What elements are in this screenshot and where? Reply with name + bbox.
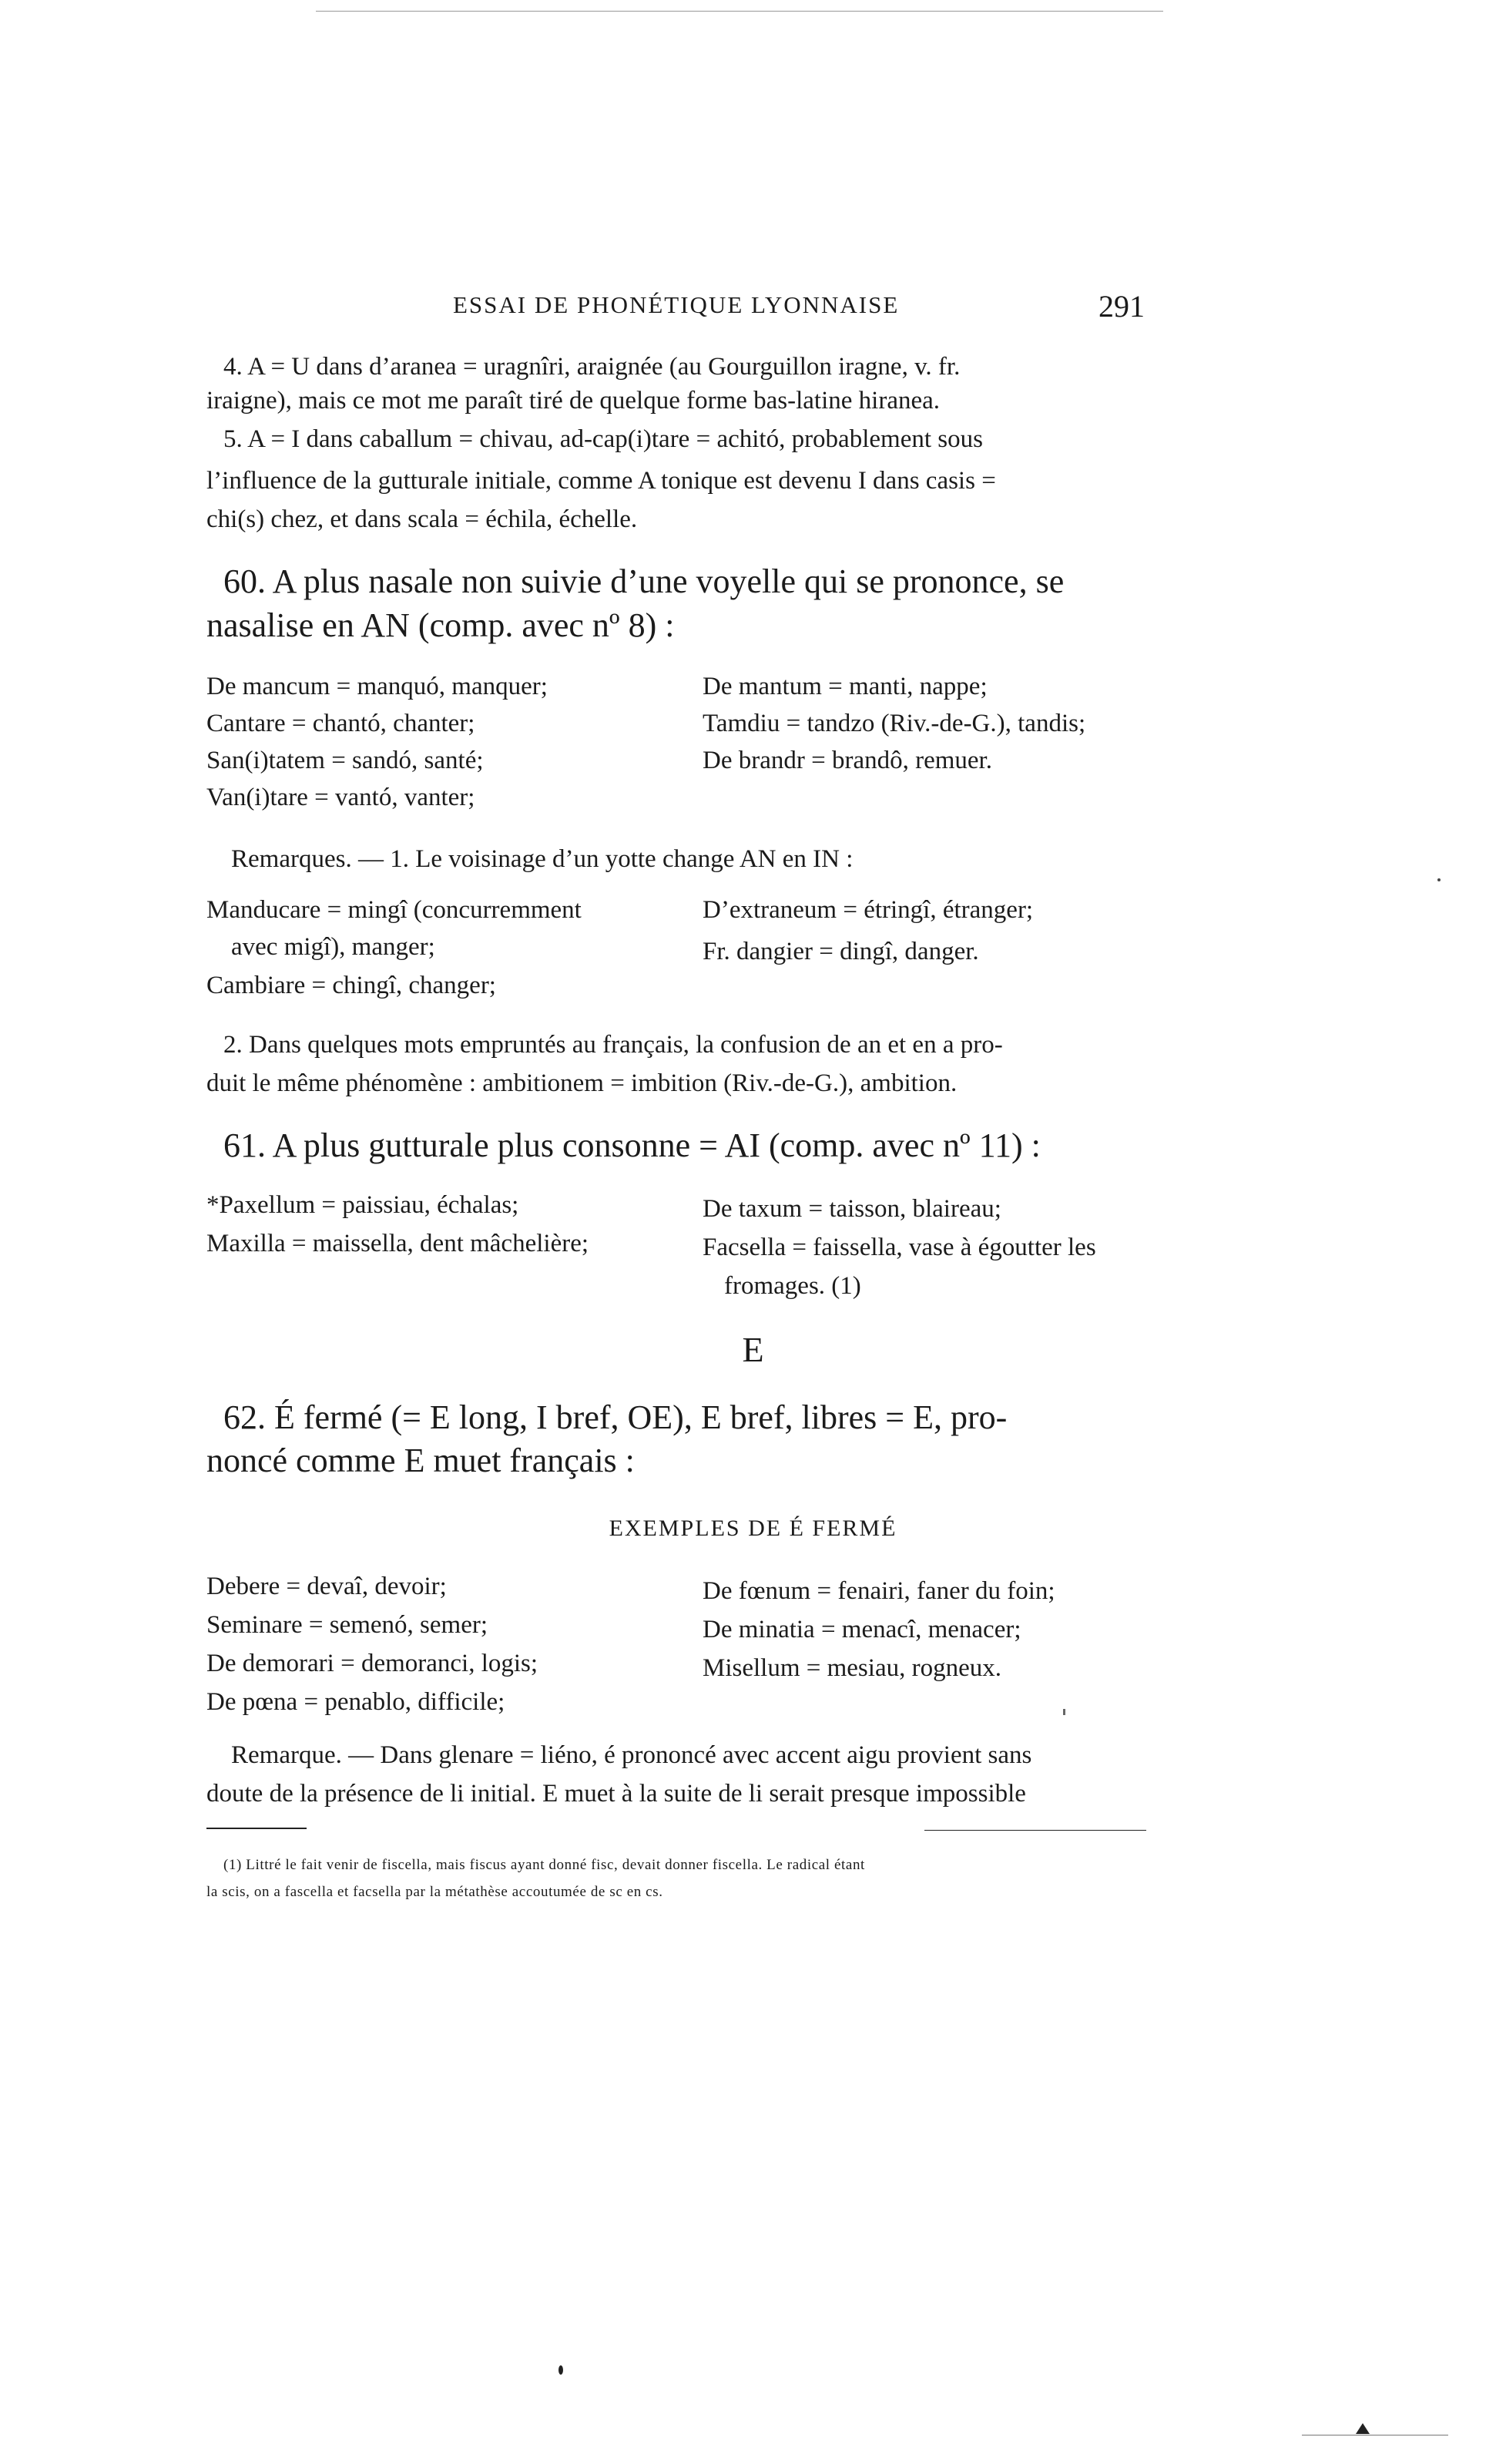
section62-right-item: De fœnum = fenairi, faner du foin; [703,1577,1055,1605]
remarques-left-item: Manducare = mingî (concurremment [206,896,582,924]
section62-heading-line1: 62. É fermé (= E long, I bref, OE), E bref, libres = E, pro- [223,1398,1008,1436]
para5-line1: 5. A = I dans caballum = chivau, ad-cap(i)tare = achitó, probablement sous [223,425,983,453]
section62-left-item: De pœna = penablo, difficile; [206,1688,505,1716]
ink-speck [1437,878,1441,881]
section62-remarque-line2: doute de la présence de li initial. E muet à la suite de li serait presque impossible [206,1780,1026,1808]
section62-left-item: De demorari = demoranci, logis; [206,1650,538,1677]
section62-heading-line2: noncé comme E muet français : [206,1442,635,1479]
section60-right-item: Tamdiu = tandzo (Riv.-de-G.), tandis; [703,710,1086,737]
running-header [0,291,1506,330]
scan-mark [1356,2423,1370,2434]
section62-left-item: Seminare = semenó, semer; [206,1611,488,1639]
section60-left-item: San(i)tatem = sandó, santé; [206,747,484,774]
remarques-p2-line1: 2. Dans quelques mots empruntés au français, la confusion de an et en a pro- [223,1031,1003,1059]
running-title: ESSAI DE PHONÉTIQUE LYONNAISE [453,291,900,318]
section60-heading-line2: nasalise en AN (comp. avec nº 8) : [206,606,675,644]
para4-line1: 4. A = U dans d’aranea = uragnîri, araignée (au Gourguillon iragne, v. fr. [223,353,961,381]
footnote-rule-left [206,1828,307,1829]
remarques-left-item: Cambiare = chingî, changer; [206,972,496,999]
section62-remarque-line1: Remarque. — Dans glenare = liéno, é prononcé avec accent aigu provient sans [231,1741,1032,1769]
remarques-line1: Remarques. — 1. Le voisinage d’un yotte change AN en IN : [231,845,854,873]
section60-right-item: De brandr = brandô, remuer. [703,747,992,774]
section60-right-item: De mantum = manti, nappe; [703,673,988,700]
footnote-line1: (1) Littré le fait venir de fiscella, mais fiscus ayant donné fisc, devait donner fiscella. Le radical étant [223,1857,865,1873]
section60-left-item: Van(i)tare = vantó, vanter; [206,784,475,811]
section61-right-item: Facsella = faissella, vase à égoutter les [703,1234,1096,1261]
ink-speck [1063,1709,1065,1715]
para4-line2: iraigne), mais ce mot me paraît tiré de quelque forme bas-latine hiranea. [206,387,941,415]
section61-left-item: Maxilla = maissella, dent mâchelière; [206,1230,589,1257]
para5-line3: chi(s) chez, et dans scala = échila, échelle. [206,505,638,533]
remarques-right-item: D’extraneum = étringî, étranger; [703,896,1034,924]
section61-right-item: fromages. (1) [724,1272,861,1300]
page-number: 291 [1098,289,1145,324]
section62-right-item: Misellum = mesiau, rogneux. [703,1654,1001,1682]
para5-line2: l’influence de la gutturale initiale, comme A tonique est devenu I dans casis = [206,467,996,495]
section61-left-item: *Paxellum = paissiau, échalas; [206,1191,519,1219]
section60-heading-line1: 60. A plus nasale non suivie d’une voyelle qui se prononce, se [223,562,1065,600]
remarques-left-item: avec migî), manger; [231,933,435,961]
section-letter: E [742,1330,764,1369]
remarques-right-item: Fr. dangier = dingî, danger. [703,938,979,965]
section62-left-item: Debere = devaî, devoir; [206,1573,447,1600]
ink-speck [558,2365,563,2375]
section62-right-item: De minatia = menacî, menacer; [703,1616,1021,1643]
section62-subheading: EXEMPLES DE É FERMÉ [609,1516,897,1541]
section60-left-item: Cantare = chantó, chanter; [206,710,475,737]
scan-edge-line [316,11,1163,12]
remarques-p2-line2: duit le même phénomène : ambitionem = imbition (Riv.-de-G.), ambition. [206,1069,958,1097]
footnote-line2: la scis, on a fascella et facsella par la métathèse accoutumée de sc en cs. [206,1884,663,1900]
section60-left-item: De mancum = manquó, manquer; [206,673,548,700]
section61-right-item: De taxum = taisson, blaireau; [703,1195,1001,1223]
section61-heading: 61. A plus gutturale plus consonne = AI (comp. avec nº 11) : [223,1126,1041,1164]
footnote-rule-right [924,1830,1146,1831]
